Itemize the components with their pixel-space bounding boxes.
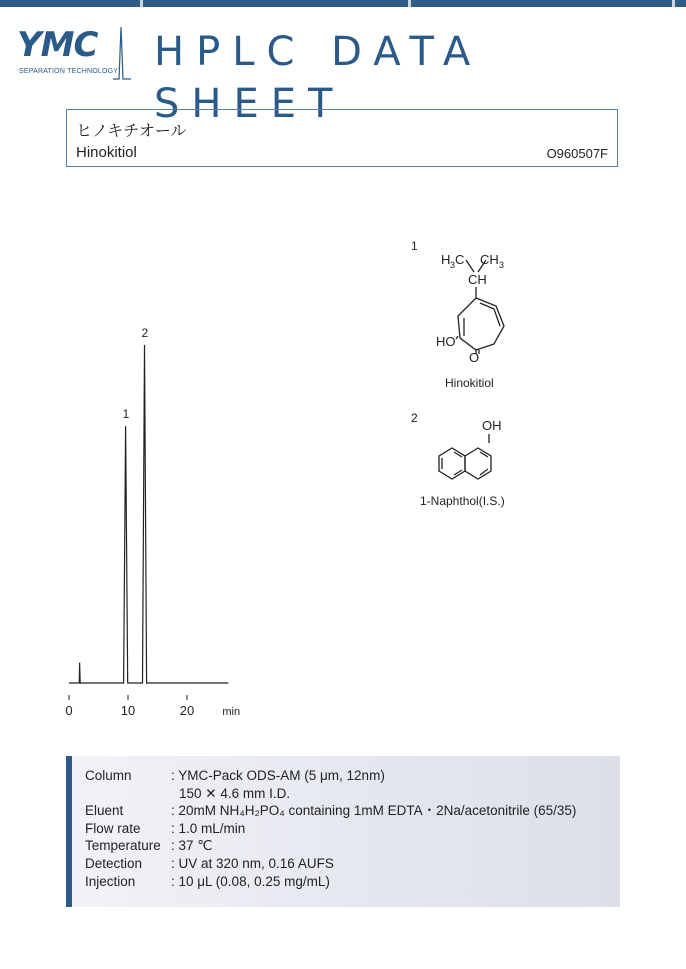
compound-box bbox=[66, 109, 618, 167]
svg-text:OH: OH bbox=[482, 418, 502, 433]
compound-name-en: Hinokitiol bbox=[76, 144, 137, 161]
structure-number: 1 bbox=[411, 239, 418, 253]
condition-value: : 37 ℃ bbox=[171, 838, 213, 854]
condition-label: Temperature bbox=[85, 838, 161, 854]
peak-label: 1 bbox=[122, 407, 130, 422]
condition-value: : 20mM NH₄H₂PO₄ containing 1mM EDTA・2Na/acetonitrile (65/35) bbox=[171, 803, 577, 819]
top-bar bbox=[0, 0, 686, 7]
peak-label: 2 bbox=[141, 326, 149, 340]
condition-label: Detection bbox=[85, 855, 143, 871]
logo-peak-icon bbox=[113, 25, 131, 81]
condition-row bbox=[85, 855, 576, 873]
condition-row bbox=[85, 837, 576, 855]
condition-label: Flow rate bbox=[85, 820, 141, 836]
condition-value: : 10 μL (0.08, 0.25 mg/mL) bbox=[171, 873, 330, 889]
condition-label: Column bbox=[85, 768, 132, 783]
condition-row bbox=[85, 785, 576, 803]
page-title: HPLC DATA SHEET bbox=[154, 29, 483, 127]
svg-text:C: C bbox=[455, 252, 465, 267]
condition-row bbox=[85, 820, 576, 838]
x-axis-unit-label: min bbox=[222, 706, 241, 718]
naphthol-structure-icon bbox=[432, 416, 522, 486]
svg-text:3: 3 bbox=[450, 260, 456, 270]
svg-text:H: H bbox=[441, 252, 451, 267]
conditions-table bbox=[85, 767, 576, 890]
top-bar-tick bbox=[672, 0, 675, 7]
chromatogram bbox=[40, 320, 270, 720]
x-tick-label: 20 bbox=[179, 703, 195, 718]
condition-label bbox=[85, 785, 171, 803]
structure-name: Hinokitiol bbox=[445, 376, 494, 390]
condition-row bbox=[85, 802, 576, 820]
structure-name: 1-Naphthol(I.S.) bbox=[420, 494, 505, 508]
svg-text:HO: HO bbox=[436, 334, 456, 349]
svg-text:O: O bbox=[469, 350, 480, 365]
svg-text:CH: CH bbox=[468, 272, 487, 287]
conditions-accent-bar bbox=[66, 756, 72, 907]
x-tick-label: 0 bbox=[65, 703, 73, 718]
condition-value: : YMC-Pack ODS-AM (5 μm, 12nm) bbox=[171, 768, 385, 783]
structure-number: 2 bbox=[411, 411, 418, 425]
hinokitiol-structure-icon bbox=[428, 246, 528, 371]
x-tick-label: 10 bbox=[120, 703, 136, 718]
compound-name-jp: ヒノキチオール bbox=[76, 123, 187, 140]
top-bar-tick bbox=[408, 0, 411, 7]
condition-value: 150 ✕ 4.6 mm I.D. bbox=[179, 785, 291, 801]
condition-row bbox=[85, 873, 576, 891]
logo-subtitle: SEPARATION TECHNOLOGY bbox=[19, 68, 119, 75]
condition-label: Injection bbox=[85, 873, 136, 889]
datasheet-code: O960507F bbox=[546, 146, 608, 161]
chromatogram-trace bbox=[69, 345, 228, 683]
ymc-logo bbox=[17, 25, 132, 81]
top-bar-tick bbox=[140, 0, 143, 7]
svg-text:CH: CH bbox=[480, 252, 499, 267]
condition-label: Eluent bbox=[85, 803, 124, 819]
svg-text:3: 3 bbox=[499, 260, 505, 270]
logo-text: YMC bbox=[17, 25, 98, 65]
conditions-panel bbox=[66, 756, 620, 907]
condition-value: : 1.0 mL/min bbox=[171, 820, 246, 836]
condition-row bbox=[85, 767, 576, 785]
condition-value: : UV at 320 nm, 0.16 AUFS bbox=[171, 855, 334, 871]
